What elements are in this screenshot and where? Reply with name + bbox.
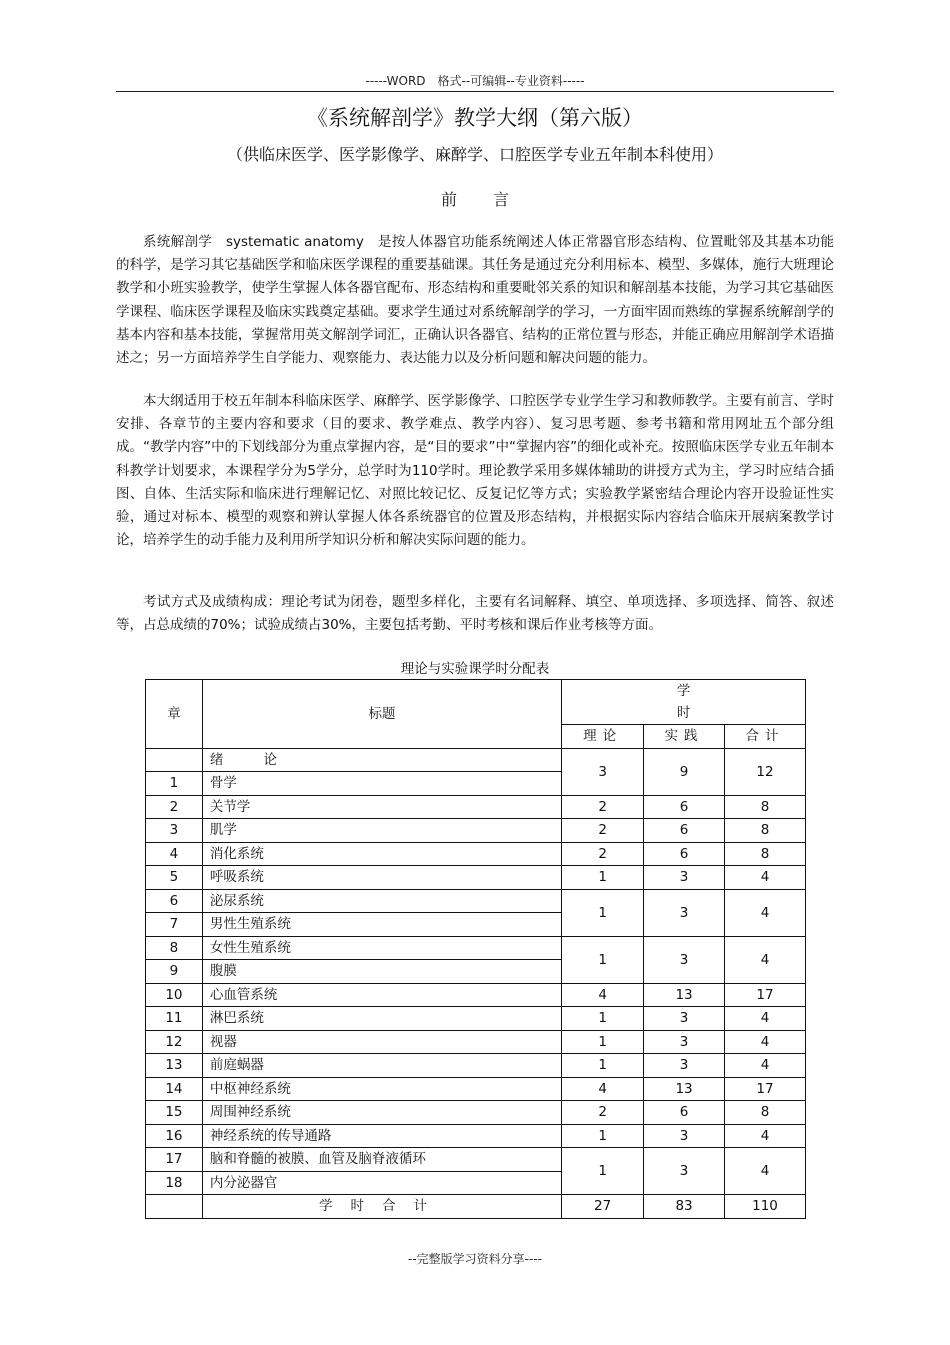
row-title: 心血管系统: [202, 983, 561, 1007]
row-chapter: 16: [146, 1124, 203, 1148]
row-total: 4: [725, 1054, 806, 1078]
row-chapter: 5: [146, 866, 203, 890]
row-theory: 4: [562, 983, 644, 1007]
row-total: 4: [725, 1124, 806, 1148]
row-chapter: [146, 748, 203, 772]
row-chapter: 6: [146, 889, 203, 913]
merged-practice: 9: [644, 748, 725, 795]
paragraph-1-block: [116, 231, 834, 370]
row-chapter: 11: [146, 1007, 203, 1031]
document-title: 《系统解剖学》教学大纲（第六版）: [307, 106, 643, 130]
merged-practice: 3: [644, 889, 725, 936]
merged-theory: 1: [562, 1148, 644, 1195]
document-subtitle: （供临床医学、医学影像学、麻醉学、口腔医学专业五年制本科使用）: [226, 145, 723, 164]
merged-total: 4: [725, 1148, 806, 1195]
merged-theory: 1: [562, 936, 644, 983]
row-chapter: 9: [146, 960, 203, 984]
paragraph-2-block: [116, 390, 834, 552]
row-theory: 1: [562, 1124, 644, 1148]
header-title: 标题: [202, 680, 561, 749]
table-row: [146, 1101, 806, 1125]
row-chapter: 3: [146, 819, 203, 843]
merged-practice: 3: [644, 1148, 725, 1195]
row-total: 4: [725, 866, 806, 890]
row-title: 中枢神经系统: [202, 1077, 561, 1101]
row-theory: 2: [562, 795, 644, 819]
merged-total: 4: [725, 936, 806, 983]
row-total: 4: [725, 1007, 806, 1031]
row-chapter: 2: [146, 795, 203, 819]
row-practice: 3: [644, 1030, 725, 1054]
row-title: 男性生殖系统: [202, 913, 561, 937]
row-chapter: 8: [146, 936, 203, 960]
page-header: -----WORD 格式--可编辑--专业资料-----: [365, 74, 585, 88]
row-chapter: 17: [146, 1148, 203, 1172]
row-total: 8: [725, 795, 806, 819]
row-title: 腹膜: [202, 960, 561, 984]
preface-heading: 前言: [440, 190, 545, 209]
table-row: [146, 819, 806, 843]
total-total: 110: [725, 1195, 806, 1219]
row-total: 4: [725, 1030, 806, 1054]
header-hours: 学时: [562, 680, 806, 725]
paragraph-1: 系统解剖学 systematic anatomy 是按人体器官功能系统阐述人体正常器官形态结构、位置毗邻及其基本功能的科学，是学习其它基础医学和临床医学课程的重要基础课。其任务是通过充分利用标本、模型、多媒体，施行大班理论教学和小班实验教学，使学生掌握人体各器官配布、形态结构和重要毗邻关系的知识和解剖基本技能，为学习其它基础医学课程、临床医学课程及临床实践奠定基础。要求学生通过对系统解剖学的学习，一方面牢固而熟练的掌握系统解剖学的基本内容和基本技能，掌握常用英文解剖学词汇，正确认识各器官、结构的正常位置与形态，并能正确应用解剖学术语描述之；另一方面培养学生自学能力、观察能力、表达能力以及分析问题和解决问题的能力。: [116, 234, 834, 367]
table-row: [146, 1148, 806, 1172]
row-total: 8: [725, 819, 806, 843]
row-title: 脑和脊髓的被膜、血管及脑脊液循环: [202, 1148, 561, 1172]
header-practice: 实践: [644, 725, 725, 749]
table-total-row: [146, 1195, 806, 1219]
row-theory: 4: [562, 1077, 644, 1101]
header-rule: [116, 91, 834, 92]
row-chapter: 7: [146, 913, 203, 937]
row-practice: 3: [644, 1054, 725, 1078]
row-title: 骨学: [202, 772, 561, 796]
merged-total: 12: [725, 748, 806, 795]
row-theory: 1: [562, 866, 644, 890]
merged-theory: 3: [562, 748, 644, 795]
row-practice: 3: [644, 1124, 725, 1148]
row-total: 17: [725, 1077, 806, 1101]
paragraph-3: 考试方式及成绩构成：理论考试为闭卷，题型多样化，主要有名词解释、填空、单项选择、多项选择、简答、叙述等，占总成绩的70%；试验成绩占30%，主要包括考勤、平时考核和课后作业考核等方面。: [116, 594, 834, 634]
row-title: 泌尿系统: [202, 889, 561, 913]
merged-practice: 3: [644, 936, 725, 983]
row-practice: 3: [644, 866, 725, 890]
table-row: [146, 866, 806, 890]
row-title: 呼吸系统: [202, 866, 561, 890]
row-chapter: 10: [146, 983, 203, 1007]
row-practice: 6: [644, 1101, 725, 1125]
row-title: 肌学: [202, 819, 561, 843]
header-theory: 理论: [562, 725, 644, 749]
row-title: 女性生殖系统: [202, 936, 561, 960]
total-theory: 27: [562, 1195, 644, 1219]
row-theory: 2: [562, 842, 644, 866]
row-theory: 1: [562, 1030, 644, 1054]
row-title: 周围神经系统: [202, 1101, 561, 1125]
row-chapter: 15: [146, 1101, 203, 1125]
table-row: [146, 842, 806, 866]
row-practice: 6: [644, 795, 725, 819]
row-chapter: 1: [146, 772, 203, 796]
table-row: [146, 1124, 806, 1148]
row-chapter: 18: [146, 1171, 203, 1195]
paragraph-3-block: [116, 591, 834, 637]
row-theory: 1: [562, 1054, 644, 1078]
table-row: [146, 889, 806, 913]
row-practice: 3: [644, 1007, 725, 1031]
row-chapter: 12: [146, 1030, 203, 1054]
table-row: [146, 1077, 806, 1101]
row-practice: 6: [644, 819, 725, 843]
merged-theory: 1: [562, 889, 644, 936]
row-chapter: 13: [146, 1054, 203, 1078]
total-label: 学时合计: [202, 1195, 561, 1219]
table-row: [146, 795, 806, 819]
row-title: 绪论: [202, 748, 561, 772]
row-practice: 6: [644, 842, 725, 866]
table-row: [146, 748, 806, 772]
row-title: 神经系统的传导通路: [202, 1124, 561, 1148]
paragraph-2: 本大纲适用于校五年制本科临床医学、麻醉学、医学影像学、口腔医学专业学生学习和教师教学。主要有前言、学时安排、各章节的主要内容和要求（目的要求、教学难点、教学内容）、复习思考题、参考书籍和常用网址五个部分组成。“教学内容”中的下划线部分为重点掌握内容，是“目的要求”中“掌握内容”的细化或补充。按照临床医学专业五年制本科教学计划要求，本课程学分为5学分，总学时为110学时。理论教学采用多媒体辅助的讲授方式为主，学习时应结合插图、自体、生活实际和临床进行理解记忆、对照比较记忆、反复记忆等方式；实验教学紧密结合理论内容开设验证性实验，通过对标本、模型的观察和辨认掌握人体各系统器官的位置及形态结构，并根据实际内容结合临床开展病案教学讨论，培养学生的动手能力及利用所学知识分析和解决实际问题的能力。: [116, 393, 834, 549]
table-caption: 理论与实验课学时分配表: [400, 661, 550, 677]
row-title: 关节学: [202, 795, 561, 819]
row-total: 17: [725, 983, 806, 1007]
row-chapter: 4: [146, 842, 203, 866]
row-total: 8: [725, 1101, 806, 1125]
total-practice: 83: [644, 1195, 725, 1219]
row-title: 内分泌器官: [202, 1171, 561, 1195]
row-practice: 13: [644, 1077, 725, 1101]
header-total: 合计: [725, 725, 806, 749]
table-row: [146, 983, 806, 1007]
table-row: [146, 1054, 806, 1078]
merged-total: 4: [725, 889, 806, 936]
row-title: 前庭蜗器: [202, 1054, 561, 1078]
row-total: 8: [725, 842, 806, 866]
total-chapter-cell: [146, 1195, 203, 1219]
row-practice: 13: [644, 983, 725, 1007]
row-title: 消化系统: [202, 842, 561, 866]
header-chapter: 章: [146, 680, 203, 749]
table-row: [146, 936, 806, 960]
table-row: [146, 1030, 806, 1054]
row-theory: 2: [562, 819, 644, 843]
table-row: [146, 1007, 806, 1031]
page-footer: --完整版学习资料分享----: [408, 1252, 542, 1266]
row-title: 淋巴系统: [202, 1007, 561, 1031]
hours-table: [145, 679, 806, 1219]
row-theory: 1: [562, 1007, 644, 1031]
row-chapter: 14: [146, 1077, 203, 1101]
row-title: 视器: [202, 1030, 561, 1054]
row-theory: 2: [562, 1101, 644, 1125]
